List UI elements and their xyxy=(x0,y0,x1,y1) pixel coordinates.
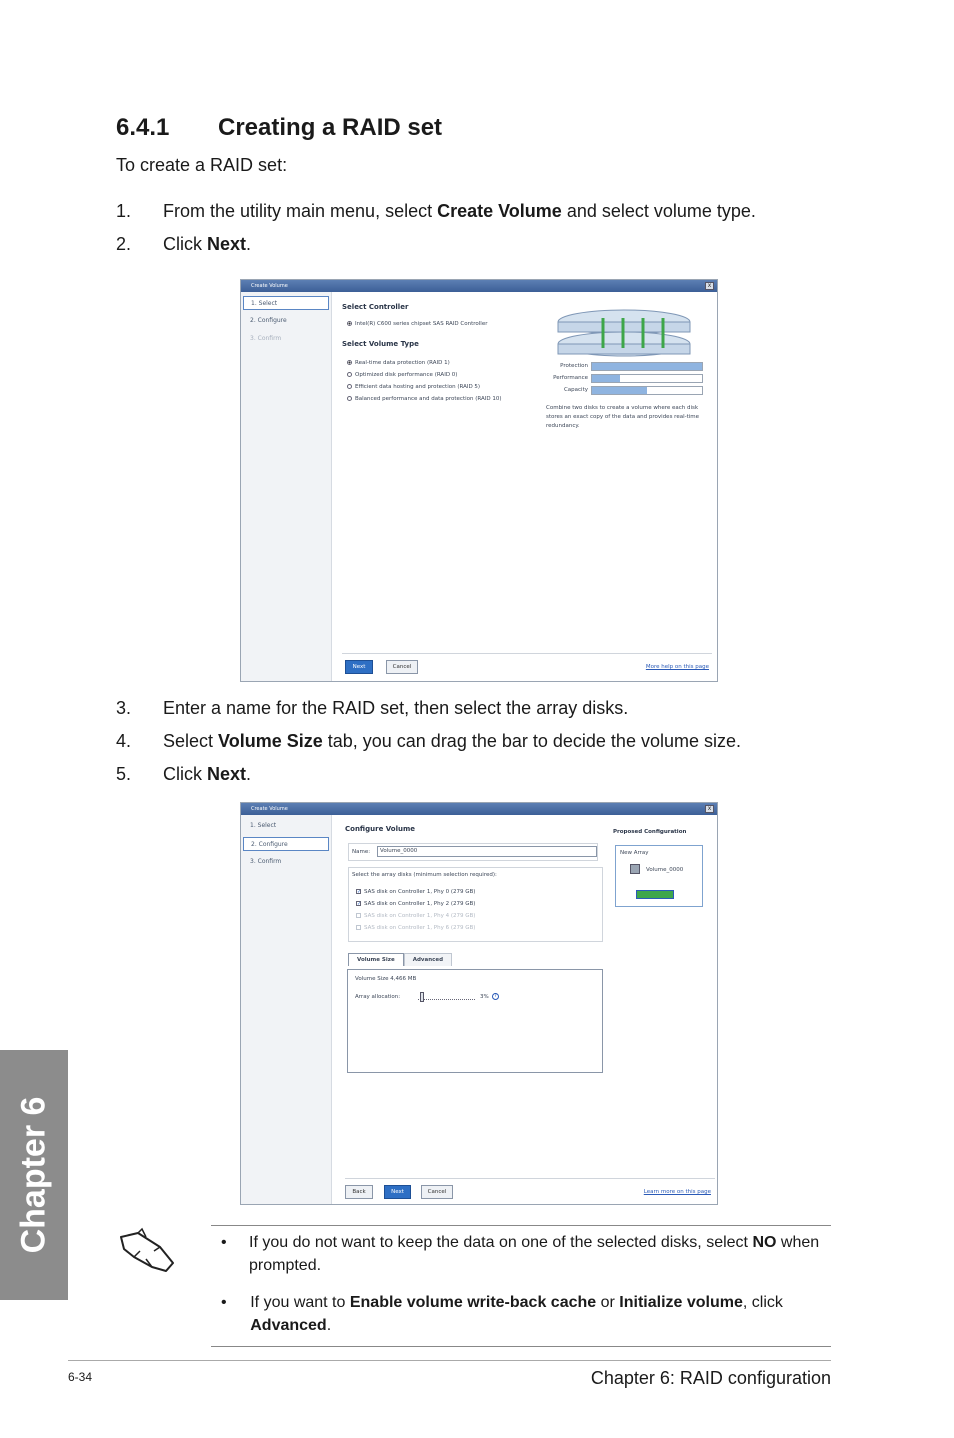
close-icon[interactable]: x xyxy=(705,805,714,813)
intro-text: To create a RAID set: xyxy=(116,155,288,175)
slider-thumb[interactable] xyxy=(420,992,424,1002)
bar-fill xyxy=(592,387,647,394)
proposed-configuration-box xyxy=(615,845,703,907)
cancel-button[interactable]: Cancel xyxy=(386,660,418,674)
footer-divider xyxy=(345,1178,715,1179)
footer-divider xyxy=(342,653,712,654)
volume-type-description: Combine two disks to create a volume where each disk stores an exact copy of the data and provides real-time redundancy. xyxy=(546,405,700,429)
checkbox-icon xyxy=(356,925,361,930)
bar-row-protection xyxy=(541,360,706,372)
volume-name-input[interactable]: Volume_0000 xyxy=(377,846,597,857)
step-1: 1. From the utility main menu, select Create Volume and select volume type. xyxy=(116,201,756,221)
volume-name-label: Volume_0000 xyxy=(646,867,684,873)
nav-item-select[interactable]: 1. Select xyxy=(250,822,277,829)
bar-row-capacity xyxy=(541,384,706,396)
allocation-percent: 3% xyxy=(480,994,489,1000)
bar-fill xyxy=(592,375,620,382)
close-icon[interactable]: x xyxy=(705,282,714,290)
array-disk-label: SAS disk on Controller 1, Phy 0 (279 GB) xyxy=(364,889,476,895)
checkbox-icon xyxy=(356,913,361,918)
bar-fill xyxy=(592,363,702,370)
radio-icon xyxy=(347,384,352,389)
bar-row-performance xyxy=(541,372,706,384)
controller-option[interactable]: Intel(R) C600 series chipset SAS RAID Controller xyxy=(347,321,487,327)
array-disk-label: SAS disk on Controller 1, Phy 4 (279 GB) xyxy=(364,913,476,919)
array-disk-1[interactable] xyxy=(356,898,475,910)
nav-item-select[interactable]: 1. Select xyxy=(243,296,329,310)
bar-track xyxy=(591,386,703,395)
note-item-2: • If you want to Enable volume write-back cache or Initialize volume, click Advanced. xyxy=(221,1294,783,1334)
bar-label: Performance xyxy=(553,375,588,381)
footer-rule xyxy=(68,1360,831,1361)
bar-track xyxy=(591,362,703,371)
step-5: 5. Click Next. xyxy=(116,764,252,784)
section-number: 6.4.1 xyxy=(116,114,170,141)
array-disk-2[interactable] xyxy=(356,910,475,922)
nav-item-confirm: 3. Confirm xyxy=(250,335,282,342)
chapter-side-tab: Chapter 6 xyxy=(0,1050,68,1300)
volume-type-raid10[interactable]: Balanced performance and data protection (RAID 10) xyxy=(347,396,527,402)
volume-type-raid1[interactable]: Real-time data protection (RAID 1) xyxy=(347,360,450,366)
radio-icon xyxy=(347,372,352,377)
proposed-configuration-header: Proposed Configuration xyxy=(613,829,687,835)
array-disks-label: Select the array disks (minimum selection required): xyxy=(352,872,497,878)
step-4: 4. Select Volume Size tab, you can drag the bar to decide the volume size. xyxy=(116,731,741,751)
step-2: 2. Click Next. xyxy=(116,234,252,254)
volume-size-text: Volume Size 4,466 MB xyxy=(355,976,417,982)
bar-label: Capacity xyxy=(563,387,588,393)
create-volume-window-select xyxy=(240,279,718,682)
checkbox-checked-icon: ✓ xyxy=(357,889,362,895)
note-hand-icon xyxy=(118,1227,178,1275)
volume-size-panel xyxy=(347,969,603,1073)
note-item-1: • If you do not want to keep the data on one of the selected disks, select NO when prompted. xyxy=(221,1234,820,1274)
step-3: 3. Enter a name for the RAID set, then select the array disks. xyxy=(116,698,629,718)
volume-type-bars xyxy=(541,360,706,396)
volume-icon xyxy=(630,864,640,874)
config-tabs xyxy=(348,953,452,966)
array-disk-label: SAS disk on Controller 1, Phy 6 (279 GB) xyxy=(364,925,476,931)
bar-track xyxy=(591,374,703,383)
radio-icon xyxy=(347,321,352,326)
window-titlebar: Create Volume x xyxy=(241,803,717,815)
array-disk-label: SAS disk on Controller 1, Phy 2 (279 GB) xyxy=(364,901,476,907)
cancel-button[interactable]: Cancel xyxy=(421,1185,453,1199)
bar-label: Protection xyxy=(560,363,588,369)
volume-type-raid0[interactable]: Optimized disk performance (RAID 0) xyxy=(347,372,457,378)
help-link[interactable]: Learn more on this page xyxy=(643,1189,711,1195)
nav-item-confirm[interactable]: 3. Confirm xyxy=(250,858,282,865)
note-divider-top xyxy=(211,1225,831,1226)
array-disk-0[interactable] xyxy=(356,886,475,898)
help-link[interactable]: More help on this page xyxy=(645,664,709,670)
nav-item-configure[interactable]: 2. Configure xyxy=(250,317,287,324)
section-heading: Creating a RAID set xyxy=(218,114,443,141)
name-row: Name: Volume_0000 xyxy=(348,843,598,861)
array-disks-group xyxy=(348,867,603,942)
checkbox-checked-icon: ✓ xyxy=(357,901,362,907)
next-button[interactable]: Next xyxy=(345,660,373,674)
help-icon[interactable]: ? xyxy=(492,993,499,1000)
volume-type-raid5[interactable]: Efficient data hosting and protection (RAID 5) xyxy=(347,384,480,390)
array-disk-3[interactable] xyxy=(356,922,475,934)
radio-icon xyxy=(347,396,352,401)
note-divider-bottom xyxy=(211,1346,831,1347)
select-volume-type-header: Select Volume Type xyxy=(342,340,419,348)
footer-chapter: Chapter 6: RAID configuration xyxy=(590,1368,831,1388)
wizard-nav xyxy=(241,815,332,1204)
page-number: 6-34 xyxy=(68,1370,93,1384)
configure-volume-header: Configure Volume xyxy=(345,825,416,833)
raid-disks-illustration-icon xyxy=(555,308,693,362)
select-controller-header: Select Controller xyxy=(342,303,409,311)
tab-advanced[interactable]: Advanced xyxy=(404,953,452,966)
disks-icon xyxy=(636,890,674,899)
section-title xyxy=(116,114,442,142)
array-allocation-label: Array allocation: xyxy=(355,994,401,1000)
window-titlebar: Create Volume x xyxy=(241,280,717,292)
radio-icon xyxy=(347,360,352,365)
tab-volume-size[interactable]: Volume Size xyxy=(348,953,404,966)
create-volume-window-configure xyxy=(240,802,718,1205)
nav-item-configure[interactable]: 2. Configure xyxy=(243,837,329,851)
back-button[interactable]: Back xyxy=(345,1185,373,1199)
next-button[interactable]: Next xyxy=(384,1185,411,1199)
allocation-slider[interactable] xyxy=(418,996,475,1000)
new-array-label: New Array xyxy=(620,850,649,856)
wizard-nav xyxy=(241,292,332,681)
